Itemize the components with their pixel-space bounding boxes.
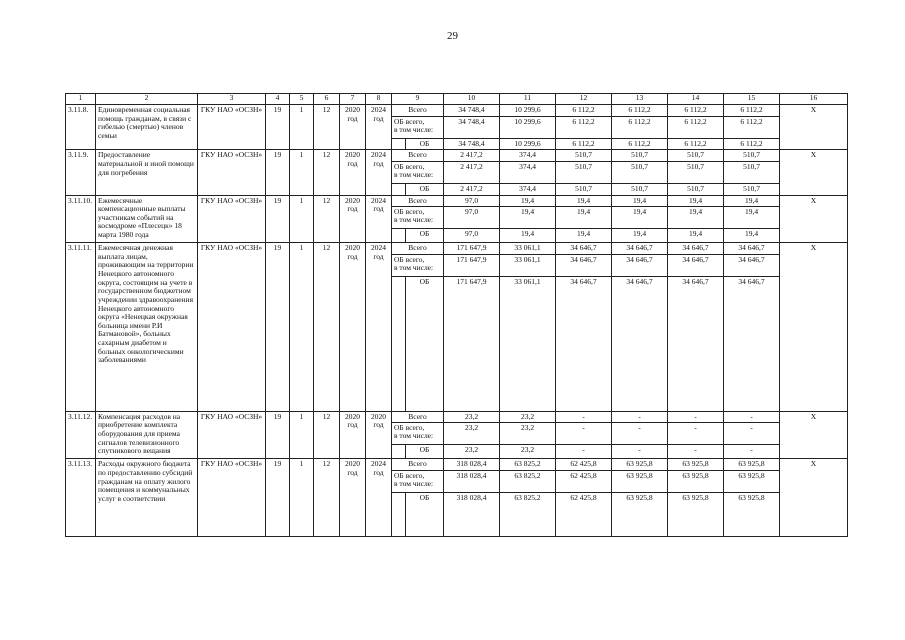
label-ob: ОБ <box>406 183 444 195</box>
value-total: 33 061,1 <box>500 243 556 255</box>
header-col-6: 6 <box>314 94 340 105</box>
page-number: 29 <box>447 30 458 42</box>
value-total: 63 925,8 <box>668 459 724 471</box>
value-ob: 510,7 <box>668 183 724 195</box>
header-col-5: 5 <box>290 94 314 105</box>
value-ob: 19,4 <box>500 229 556 243</box>
value-total: 62 425,8 <box>556 459 612 471</box>
value-total: - <box>668 411 724 423</box>
value-ob-all: 19,4 <box>724 207 780 229</box>
header-row <box>66 94 848 105</box>
value-ob: 63 925,8 <box>668 493 724 537</box>
row-start-year: 2020 год <box>340 105 366 150</box>
value-ob: - <box>612 445 668 459</box>
value-total: 19,4 <box>612 195 668 207</box>
value-total: 10 299,6 <box>500 105 556 117</box>
value-ob: 23,2 <box>444 445 500 459</box>
value-ob-all: 6 112,2 <box>612 116 668 138</box>
value-total: 6 112,2 <box>612 105 668 117</box>
value-ob-all: 63 825,2 <box>500 471 556 493</box>
value-total: 97,0 <box>444 195 500 207</box>
label-ob-incl: ОБ всего, в том числе: <box>392 161 444 183</box>
header-col-4: 4 <box>266 94 290 105</box>
value-ob-all: 318 028,4 <box>444 471 500 493</box>
row-code: 3.11.8. <box>66 105 96 150</box>
row-col5: 1 <box>290 105 314 150</box>
row-code: 3.11.13. <box>66 459 96 537</box>
label-indent <box>392 229 406 243</box>
value-ob-all: 10 299,6 <box>500 116 556 138</box>
row-code: 3.11.10. <box>66 195 96 243</box>
label-indent <box>392 445 406 459</box>
value-ob-all: 34 748,4 <box>444 116 500 138</box>
value-ob: 374,4 <box>500 183 556 195</box>
value-ob-all: 510,7 <box>724 161 780 183</box>
row-col4: 19 <box>266 411 290 459</box>
header-col-11: 11 <box>500 94 556 105</box>
value-ob: 34 646,7 <box>556 276 612 411</box>
label-ob: ОБ <box>406 276 444 411</box>
row-start-year: 2020 год <box>340 195 366 243</box>
row-col5: 1 <box>290 411 314 459</box>
value-ob-all: 19,4 <box>500 207 556 229</box>
label-indent <box>392 493 406 537</box>
row-col4: 19 <box>266 459 290 537</box>
value-ob: - <box>724 445 780 459</box>
row-col16: X <box>780 150 848 195</box>
value-ob: 318 028,4 <box>444 493 500 537</box>
header-col-3: 3 <box>198 94 266 105</box>
value-total: 510,7 <box>668 150 724 162</box>
header-col-15: 15 <box>724 94 780 105</box>
table-row <box>66 105 848 117</box>
header-col-10: 10 <box>444 94 500 105</box>
row-col16: X <box>780 411 848 459</box>
value-ob: 19,4 <box>668 229 724 243</box>
label-ob: ОБ <box>406 445 444 459</box>
row-code: 3.11.11. <box>66 243 96 412</box>
value-ob: 510,7 <box>612 183 668 195</box>
value-ob: 63 825,2 <box>500 493 556 537</box>
row-org: ГКУ НАО «ОСЗН» <box>198 411 266 459</box>
label-ob-incl: ОБ всего, в том числе: <box>392 254 444 276</box>
value-ob: 510,7 <box>556 183 612 195</box>
value-ob-all: 62 425,8 <box>556 471 612 493</box>
value-total: 6 112,2 <box>668 105 724 117</box>
value-ob: 19,4 <box>612 229 668 243</box>
label-total: Всего <box>392 150 444 162</box>
value-ob-all: - <box>612 423 668 445</box>
table-row <box>66 411 848 423</box>
row-name: Ежемесячная денежная выплата лицам, проживающим на территории Ненецкого автономного округа, состоящим на учете в государственном бюджетном учреждении здравоохранения Ненецкого автономного округа «Ненецкая окружная больница имени Р.И Батмановой», больных сахарным диабетом и больных онкологическими заболеваниями <box>96 243 198 412</box>
label-total: Всего <box>392 195 444 207</box>
value-total: 63 925,8 <box>612 459 668 471</box>
row-org: ГКУ НАО «ОСЗН» <box>198 195 266 243</box>
value-ob: 34 748,4 <box>444 138 500 150</box>
row-start-year: 2020 год <box>340 243 366 412</box>
value-total: 318 028,4 <box>444 459 500 471</box>
value-total: - <box>724 411 780 423</box>
value-ob-all: - <box>556 423 612 445</box>
row-org: ГКУ НАО «ОСЗН» <box>198 105 266 150</box>
label-ob-incl: ОБ всего, в том числе: <box>392 207 444 229</box>
value-ob-all: 34 646,7 <box>612 254 668 276</box>
row-col16: X <box>780 195 848 243</box>
value-ob: 34 646,7 <box>724 276 780 411</box>
row-name: Расходы окружного бюджета по предоставлению субсидий гражданам на оплату жилого помещения и коммунальных услуг в соответствии <box>96 459 198 537</box>
value-ob: 6 112,2 <box>668 138 724 150</box>
table-row <box>66 150 848 162</box>
row-col16: X <box>780 459 848 537</box>
value-ob-all: 23,2 <box>500 423 556 445</box>
row-name: Компенсация расходов на приобретение комплекта оборудования для приема сигналов телевизионного спутникового вещания <box>96 411 198 459</box>
label-ob-incl: ОБ всего, в том числе: <box>392 116 444 138</box>
row-col6: 12 <box>314 150 340 195</box>
budget-table <box>65 93 848 537</box>
value-total: 6 112,2 <box>556 105 612 117</box>
label-total: Всего <box>392 243 444 255</box>
value-ob: 6 112,2 <box>724 138 780 150</box>
value-total: 19,4 <box>500 195 556 207</box>
value-ob: 2 417,2 <box>444 183 500 195</box>
row-end-year: 2024 год <box>366 459 392 537</box>
row-start-year: 2020 год <box>340 150 366 195</box>
value-total: 19,4 <box>556 195 612 207</box>
row-col6: 12 <box>314 243 340 412</box>
value-total: 6 112,2 <box>724 105 780 117</box>
value-ob: 19,4 <box>556 229 612 243</box>
table-row <box>66 459 848 471</box>
value-ob: 97,0 <box>444 229 500 243</box>
value-total: 2 417,2 <box>444 150 500 162</box>
table-row <box>66 243 848 255</box>
value-total: 34 646,7 <box>668 243 724 255</box>
row-col4: 19 <box>266 243 290 412</box>
label-ob: ОБ <box>406 493 444 537</box>
row-code: 3.11.9. <box>66 150 96 195</box>
header-col-1: 1 <box>66 94 96 105</box>
label-ob: ОБ <box>406 229 444 243</box>
value-ob-all: 510,7 <box>556 161 612 183</box>
header-col-9: 9 <box>392 94 444 105</box>
value-ob-all: 374,4 <box>500 161 556 183</box>
value-total: 171 647,9 <box>444 243 500 255</box>
row-end-year: 2024 год <box>366 195 392 243</box>
row-col6: 12 <box>314 195 340 243</box>
value-ob: 34 646,7 <box>612 276 668 411</box>
value-ob-all: 63 925,8 <box>668 471 724 493</box>
value-ob: 63 925,8 <box>612 493 668 537</box>
value-ob-all: 2 417,2 <box>444 161 500 183</box>
value-total: - <box>612 411 668 423</box>
value-ob: - <box>668 445 724 459</box>
value-ob: 10 299,6 <box>500 138 556 150</box>
value-ob-all: 171 647,9 <box>444 254 500 276</box>
value-ob-all: 63 925,8 <box>724 471 780 493</box>
value-total: 34 646,7 <box>556 243 612 255</box>
row-org: ГКУ НАО «ОСЗН» <box>198 150 266 195</box>
row-name: Ежемесячные компенсационные выплаты участникам событий на космодроме «Плесецк» 18 марта 1980 года <box>96 195 198 243</box>
value-total: 34 646,7 <box>724 243 780 255</box>
header-col-2: 2 <box>96 94 198 105</box>
value-ob-all: 34 646,7 <box>668 254 724 276</box>
value-total: 63 825,2 <box>500 459 556 471</box>
row-col4: 19 <box>266 105 290 150</box>
value-total: 63 925,8 <box>724 459 780 471</box>
value-ob-all: 510,7 <box>668 161 724 183</box>
label-indent <box>392 183 406 195</box>
value-ob: 19,4 <box>724 229 780 243</box>
row-col6: 12 <box>314 105 340 150</box>
row-col16: X <box>780 243 848 412</box>
value-ob-all: - <box>668 423 724 445</box>
row-col16: X <box>780 105 848 150</box>
header-col-8: 8 <box>366 94 392 105</box>
row-end-year: 2024 год <box>366 150 392 195</box>
value-ob-all: 33 061,1 <box>500 254 556 276</box>
header-col-16: 16 <box>780 94 848 105</box>
header-col-12: 12 <box>556 94 612 105</box>
value-ob-all: 34 646,7 <box>724 254 780 276</box>
value-total: 374,4 <box>500 150 556 162</box>
value-ob-all: 97,0 <box>444 207 500 229</box>
label-total: Всего <box>392 411 444 423</box>
value-ob: 23,2 <box>500 445 556 459</box>
row-name: Единовременная социальная помощь гражданам, в связи с гибелью (смертью) членов семьи <box>96 105 198 150</box>
value-ob-all: 6 112,2 <box>724 116 780 138</box>
value-ob-all: 63 925,8 <box>612 471 668 493</box>
value-total: 34 646,7 <box>612 243 668 255</box>
value-total: 23,2 <box>444 411 500 423</box>
row-start-year: 2020 год <box>340 411 366 459</box>
row-end-year: 2020 год <box>366 411 392 459</box>
value-ob: 34 646,7 <box>668 276 724 411</box>
header-col-14: 14 <box>668 94 724 105</box>
value-total: - <box>556 411 612 423</box>
value-ob-all: 510,7 <box>612 161 668 183</box>
row-col5: 1 <box>290 195 314 243</box>
value-ob-all: 19,4 <box>668 207 724 229</box>
value-total: 19,4 <box>668 195 724 207</box>
value-ob: 510,7 <box>724 183 780 195</box>
label-indent <box>392 276 406 411</box>
value-total: 23,2 <box>500 411 556 423</box>
row-col5: 1 <box>290 459 314 537</box>
value-ob: - <box>556 445 612 459</box>
value-total: 34 748,4 <box>444 105 500 117</box>
value-ob-all: 6 112,2 <box>556 116 612 138</box>
row-col6: 12 <box>314 411 340 459</box>
value-ob-all: 6 112,2 <box>668 116 724 138</box>
value-ob-all: 34 646,7 <box>556 254 612 276</box>
value-ob-all: - <box>724 423 780 445</box>
row-end-year: 2024 год <box>366 243 392 412</box>
row-code: 3.11.12. <box>66 411 96 459</box>
value-ob: 6 112,2 <box>556 138 612 150</box>
value-ob-all: 23,2 <box>444 423 500 445</box>
value-ob: 63 925,8 <box>724 493 780 537</box>
row-start-year: 2020 год <box>340 459 366 537</box>
label-indent <box>392 138 406 150</box>
value-ob-all: 19,4 <box>556 207 612 229</box>
value-ob-all: 19,4 <box>612 207 668 229</box>
label-ob: ОБ <box>406 138 444 150</box>
row-org: ГКУ НАО «ОСЗН» <box>198 243 266 412</box>
label-total: Всего <box>392 105 444 117</box>
row-col4: 19 <box>266 150 290 195</box>
value-ob: 171 647,9 <box>444 276 500 411</box>
header-col-13: 13 <box>612 94 668 105</box>
value-total: 510,7 <box>724 150 780 162</box>
value-total: 510,7 <box>612 150 668 162</box>
value-ob: 6 112,2 <box>612 138 668 150</box>
header-col-7: 7 <box>340 94 366 105</box>
label-ob-incl: ОБ всего, в том числе: <box>392 471 444 493</box>
label-ob-incl: ОБ всего, в том числе: <box>392 423 444 445</box>
row-end-year: 2024 год <box>366 105 392 150</box>
value-total: 19,4 <box>724 195 780 207</box>
table-row <box>66 195 848 207</box>
row-org: ГКУ НАО «ОСЗН» <box>198 459 266 537</box>
row-name: Предоставление материальной и иной помощи для погребения <box>96 150 198 195</box>
row-col5: 1 <box>290 150 314 195</box>
value-ob: 33 061,1 <box>500 276 556 411</box>
label-total: Всего <box>392 459 444 471</box>
value-total: 510,7 <box>556 150 612 162</box>
row-col6: 12 <box>314 459 340 537</box>
row-col4: 19 <box>266 195 290 243</box>
value-ob: 62 425,8 <box>556 493 612 537</box>
row-col5: 1 <box>290 243 314 412</box>
